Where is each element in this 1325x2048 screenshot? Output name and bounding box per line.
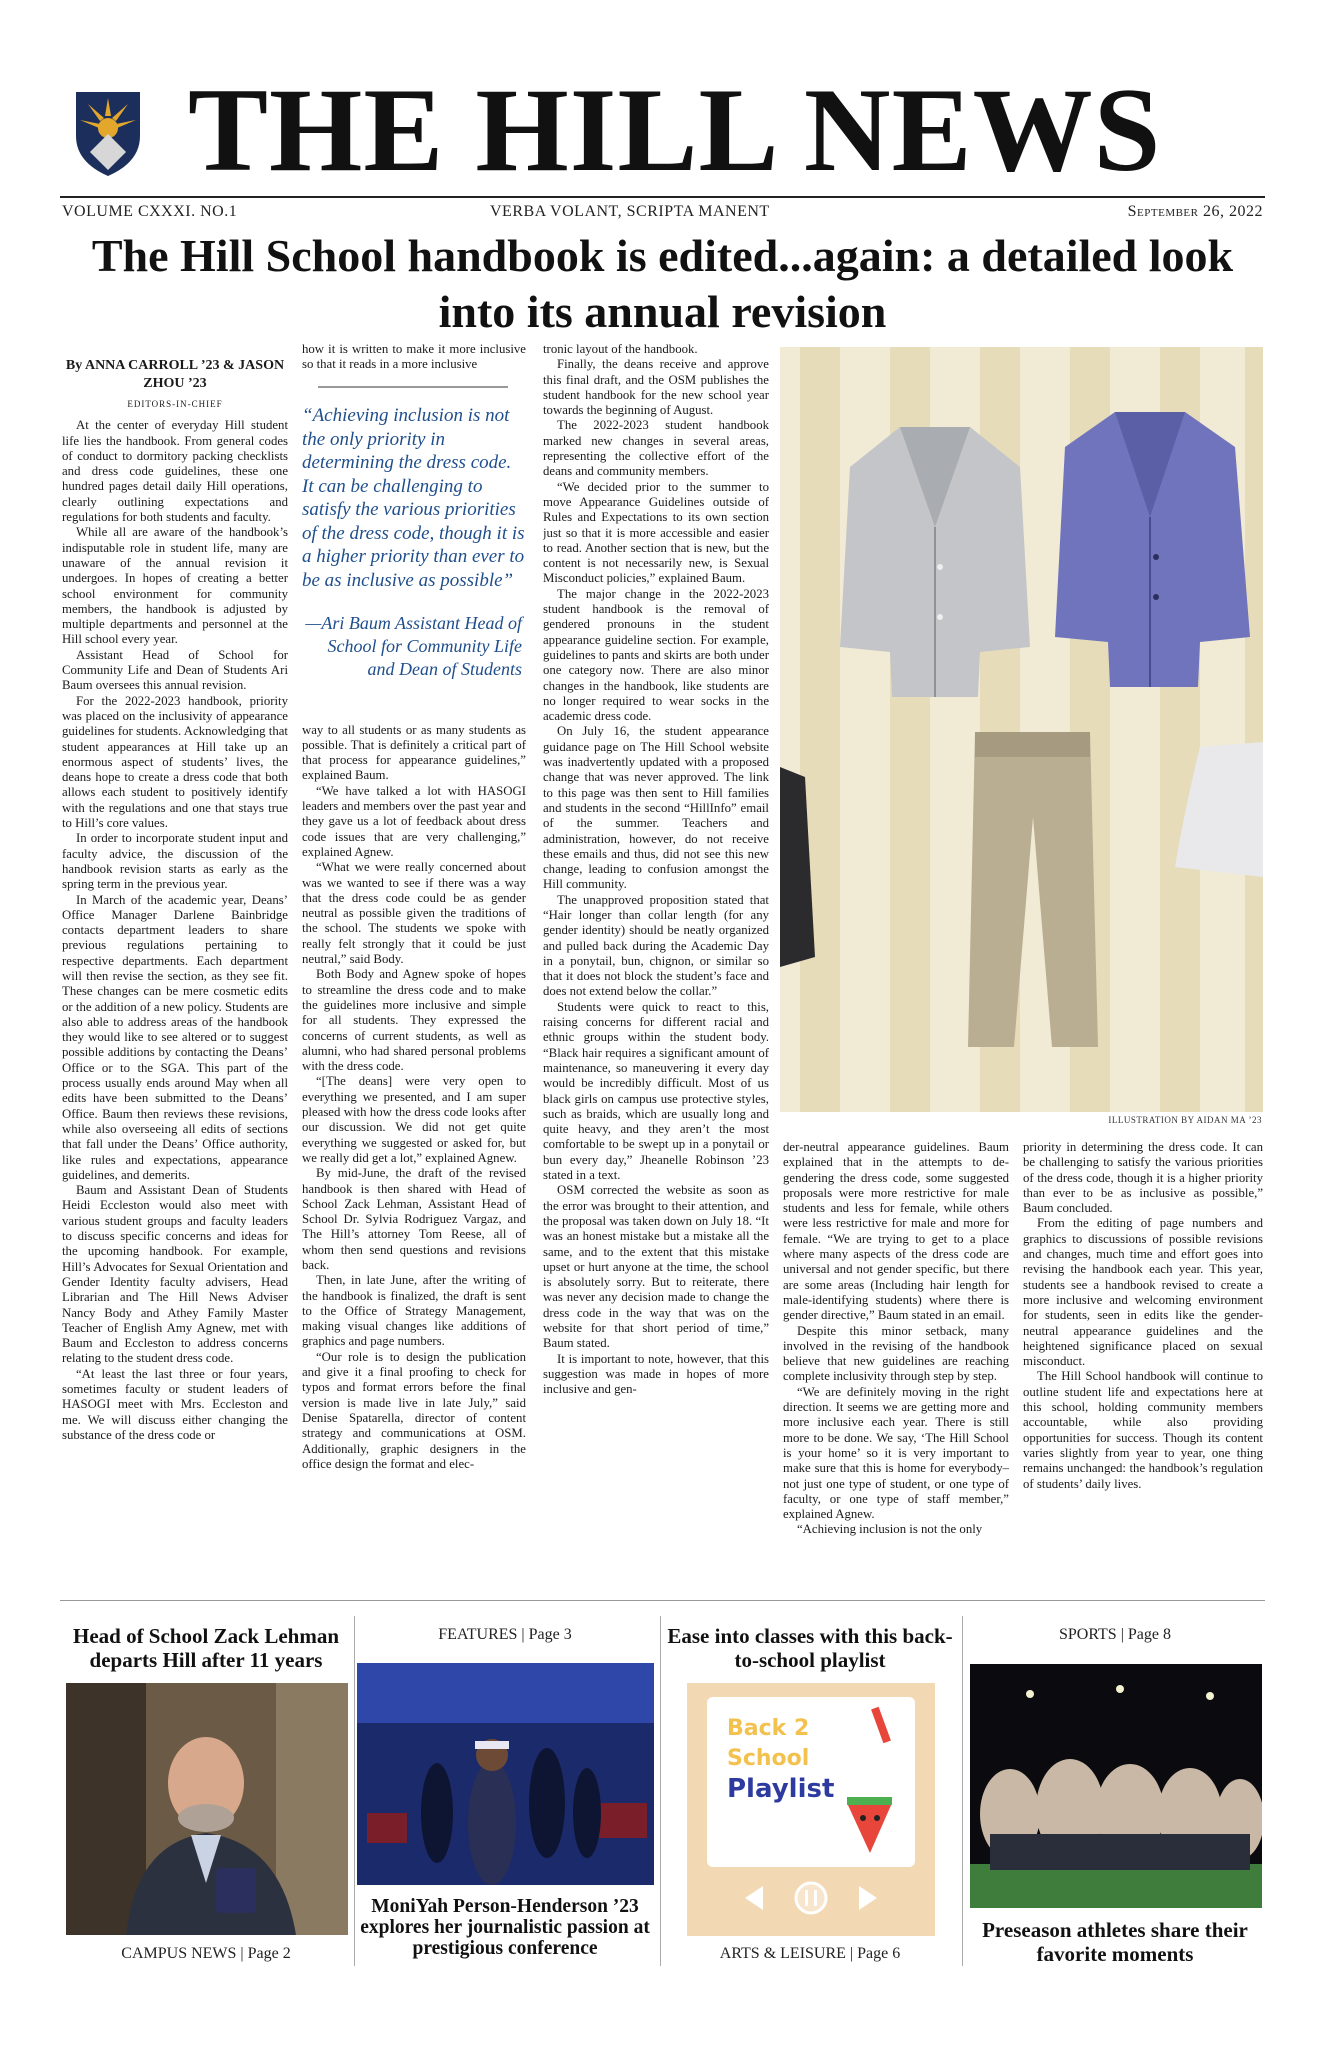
masthead-title: THE HILL NEWS — [188, 63, 1162, 196]
photo-conference[interactable] — [357, 1663, 654, 1885]
teaser-section-campus-news[interactable]: CAMPUS NEWS | Page 2 — [121, 1945, 291, 1962]
illustration-credit: ILLUSTRATION BY AIDAN MA ’23 — [1108, 1115, 1262, 1125]
paragraph: In order to incorporate student input and faculty advice, the discussion of the handbook revision starts as early as the spring term in the previous year. — [62, 831, 288, 892]
photo-preseason-athletes[interactable] — [970, 1664, 1262, 1908]
article-headline: The Hill School handbook is edited...again: a detailed look into its annual revision — [91, 230, 1234, 337]
teaser-headline-arts-leisure[interactable]: Ease into classes with this back-to-school playlist — [667, 1624, 953, 1672]
paragraph: “What we were really concerned about was we wanted to see if there was a way that the dress code could be as gender neutral as possible given the traditions of the school. The students we spoke with really felt strongly that it could be just neutral,” said Body. — [302, 860, 526, 967]
teaser-headline-campus-news[interactable]: Head of School Zack Lehman departs Hill after 11 years — [72, 1624, 340, 1672]
teaser-section-sports[interactable]: SPORTS | Page 8 — [1058, 1626, 1172, 1643]
playlist-graphic-line-1: Back 2 — [727, 1716, 810, 1741]
paragraph: “We are definitely moving in the right direction. It seems we are getting more and more inclusive each year. There is still more to be done. We say, ‘The Hill School is your home’ so it is very important to make sure that this is home for everybody– not just one type of student, or one type of faculty, or one type of staff member,” explained Agnew. — [783, 1384, 1009, 1522]
paragraph: “Achieving inclusion is not the only — [797, 1522, 983, 1537]
paragraph: On July 16, the student appearance guidance page on The Hill School website was inadvertently updated with a proposed change that was never approved. The link to this page was then sent to Hill families and students in the second “HillInfo” email of the summer. Teachers and administration, however, do not receive these emails and thus, did not see this new change, leading to confusion amongst the Hill community. — [543, 724, 769, 892]
paragraph: For the 2022-2023 handbook, priority was placed on the inclusivity of appearance guidelines for students. Acknowledging that student appearances at Hill take up an enormous aspect of students’ lives, the deans hope to create a dress code that both allows each student to positively identify with the regulations and one that stays true to Hill’s core values. — [62, 693, 288, 831]
photo-head-of-school[interactable] — [66, 1683, 348, 1935]
byline: By ANNA CARROLL ’23 & JASON ZHOU ’23 — [65, 358, 285, 391]
playlist-graphic[interactable] — [687, 1683, 935, 1936]
paragraph: der-neutral appearance guidelines. Baum explained that in the attempts to de-gendering the dress code, some suggested proposals were more restrictive for male students and less for female, while others were less restrictive for male and more for female. “We are trying to get to a place where many aspects of the dress code are universal and not gender specific, but there are some areas (Including hair length for male-identifying students) where there is gender directive,” Baum stated in an email. — [783, 1140, 1009, 1323]
masthead-rule — [60, 196, 1265, 198]
paragraph: It is important to note, however, that this suggestion was made in hopes of more inclusive and gen- — [543, 1351, 769, 1397]
paragraph: tronic layout of the handbook. — [543, 342, 698, 356]
issue-date: September 26, 2022 — [1127, 203, 1263, 220]
pullquote-attribution: —Ari Baum Assistant Head of School for Community Life and Dean of Students — [305, 613, 522, 679]
paragraph: In March of the academic year, Deans’ Office Manager Darlene Bainbridge contacts department leaders to share previous regulations pertaining to respective departments. Each department will then revise the section, as they see fit. These changes can be mere cosmetic edits or the addition of a new policy. Students are also able to address areas of the handbook they would like to see altered or to suggest possible additions by contacting the Deans’ Office or to the SGA. This part of the process usually ends around May when all edits have been submitted to the Deans’ Office. Baum then reviews these revisions, while also overseeing all edits of sections that fall under the Deans’ Office authority, like rules and expectations, appearance guidelines, and demerits. — [62, 892, 288, 1182]
pullquote-text: “Achieving inclusion is not the only priority in determining the dress code. It can be challenging to satisfy the various priorities of the dress code, though it is a higher priority than ever to be as inclusive as possible” — [302, 405, 525, 591]
teaser-headline-sports[interactable]: Preseason athletes share their favorite moments — [982, 1918, 1248, 1966]
paragraph: Despite this minor setback, many involved in the revising of the handbook believe that new guidelines are reaching complete inclusivity through step by step. — [783, 1323, 1009, 1384]
article-column-4 — [783, 1140, 1009, 1564]
paragraph: Then, in late June, after the writing of the handbook is finalized, the draft is sent to the Office of Strategy Management, making visual changes like additions of graphics and page numbers. — [302, 1273, 526, 1349]
pullquote-rule — [318, 386, 508, 388]
dress-code-illustration — [780, 347, 1263, 1112]
paragraph: The major change in the 2022-2023 student handbook is the removal of gendered pronouns in the student appearance guideline section. For example, guidelines to pants and skirts are both under one category now. There are also minor changes in the handbook, like students are no longer required to wear socks in the academic dress code. — [543, 586, 769, 724]
paragraph: From the editing of page numbers and graphics to discussions of possible revisions and changes, much time and effort goes into revising the handbook each year. This year, students see a handbook revised to create a more inclusive and welcoming environment for students, seen in edits like the gender-neutral appearance guidelines and the heightened significance placed on sexual misconduct. — [1023, 1216, 1263, 1369]
paragraph: “[The deans] were very open to everything we presented, and I am super pleased with how the dress code looks after our discussion. We did not get quite everything we suggested or asked for, but we really did get a lot,” explained Agnew. — [302, 1074, 526, 1165]
volume-number: VOLUME CXXXI. NO.1 — [62, 203, 238, 220]
section-divider — [60, 1600, 1265, 1601]
paragraph: Baum and Assistant Dean of Students Heidi Eccleston would also meet with various student groups and faculty leaders to discuss specific concerns and ideas for the upcoming handbook. For example, Hill’s Advocates for Sexual Orientation and Gender Identity faculty advisers, Head Librarian and The Hill News Adviser Nancy Body and Athey Family Master Teacher of English Amy Agnew, met with Baum and Eccleston to address concerns relating to the student dress code. — [62, 1183, 288, 1366]
paragraph: Assistant Head of School for Community Life and Dean of Students Ari Baum oversees this annual revision. — [62, 647, 288, 693]
paragraph: While all are aware of the handbook’s indisputable role in student life, many are unaware of the annual revision it undergoes. In hopes of creating a better school environment for community members, the handbook is adjusted by multiple departments and personnel at the Hill school every year. — [62, 525, 288, 647]
paragraph: The 2022-2023 student handbook marked new changes in several areas, representing the collective effort of the deans and community members. — [543, 418, 769, 479]
paragraph: “Our role is to design the publication and give it a final proofing to check for typos and format errors before the final version is made live in late July,” said Denise Spatarella, director of content strategy and communications at OSM. Additionally, graphic designers in the office design the format and elec- — [302, 1349, 526, 1471]
paragraph: Both Body and Agnew spoke of hopes to streamline the dress code and to make the guidelines more inclusive and simple for all students. They expressed the concerns of current students, as well as alumni, who had shared personal problems with the dress code. — [302, 967, 526, 1074]
paragraph: At the center of everyday Hill student life lies the handbook. From general codes of conduct to dormitory packing checklists and dress code guidelines, these one hundred pages detail daily Hill operations, clearly outlining expectations and regulations for both students and faculty. — [62, 418, 288, 525]
masthead-motto: VERBA VOLANT, SCRIPTA MANENT — [490, 203, 770, 220]
paragraph: OSM corrected the website as soon as the error was brought to their attention, and the proposal was taken down on July 18. “It was an honest mistake but a mistake all the same, and to the extent that this mistake upset or hurt anyone at the time, the school is absolutely sorry. But to reiterate, there was never any decision made to change the dress code in the way that was on the website for that short period of time,” Baum stated. — [543, 1183, 769, 1351]
paragraph: Students were quick to react to this, raising concerns for different racial and ethnic groups within the student body. “Black hair requires a significant amount of maintenance, so maneuvering it every day would be incredibly difficult. Most of us black girls on campus use protective styles, such as braids, which are usually long and quite heavy, and they aren’t the most comfortable to be swept up in a ponytail or bun every day,” Jheanelle Robinson ’23 stated in a text. — [543, 999, 769, 1183]
paragraph: “We have talked a lot with HASOGI leaders and members over the past year and they gave us a lot of feedback about dress code issues that are very challenging,” explained Agnew. — [302, 783, 526, 859]
article-column-5 — [1023, 1140, 1263, 1564]
paragraph: way to all students or as many students as possible. That is definitely a critical part of that process for appearance guidelines,” explained Baum. — [302, 722, 526, 783]
paragraph: “We decided prior to the summer to move Appearance Guidelines outside of Rules and Expectations to its own section just so that it is more accessible and easier to read. Another section that is new, but the content is not necessarily new, is Sexual Misconduct policies,” explained Baum. — [543, 479, 769, 586]
teaser-headline-features[interactable]: MoniYah Person-Henderson ’23 explores her journalistic passion at prestigious conference — [360, 1896, 650, 1959]
playlist-graphic-line-3: Playlist — [727, 1774, 835, 1804]
paragraph: By mid-June, the draft of the revised handbook is then shared with Head of School Zack Lehman, Assistant Head of School Dr. Sylvia Rodriguez Vargaz, and The Hill’s attorney Tom Reese, all of whom then send questions and revisions back. — [302, 1166, 526, 1272]
paragraph: “At least the last three or four years, sometimes faculty or student leaders of HASOGI meet with Mrs. Eccleston and me. We will discuss either changing the substance of the dress code or — [62, 1366, 288, 1442]
paragraph: priority in determining the dress code. It can be challenging to satisfy the various priorities of the dress code, though it is a higher priority than ever to be as inclusive as possible,” Baum concluded. — [1023, 1140, 1263, 1216]
byline-role: EDITORS-IN-CHIEF — [127, 399, 223, 409]
school-crest-icon — [74, 90, 142, 178]
paragraph: Finally, the deans receive and approve this final draft, and the OSM publishes the student handbook for the new school year towards the beginning of August. — [543, 357, 769, 418]
teaser-separator — [660, 1616, 661, 1966]
paragraph: The unapproved proposition stated that “Hair longer than collar length (for any gender identity) should be neatly organized and pulled back during the Academic Day in a ponytail, bun, chignon, or similar so that it does not block the student’s face and does not extend below the collar.” — [543, 892, 769, 999]
article-column-3 — [543, 342, 769, 1564]
teaser-separator — [962, 1616, 963, 1966]
paragraph: The Hill School handbook will continue to outline student life and expectations here at this school, holding community members accountable, while also providing opportunities for success. Though its content varies slightly from year to year, one thing remains unchanged: the handbook’s regulation of students’ daily lives. — [1023, 1369, 1263, 1491]
teaser-section-arts-leisure[interactable]: ARTS & LEISURE | Page 6 — [719, 1945, 901, 1962]
pullquote — [300, 386, 526, 726]
teaser-section-features[interactable]: FEATURES | Page 3 — [438, 1626, 572, 1643]
playlist-graphic-line-2: School — [727, 1746, 810, 1771]
paragraph: how it is written to make it more inclusive so that it reads in a more inclusive — [302, 342, 526, 372]
article-column-1 — [62, 357, 288, 1557]
